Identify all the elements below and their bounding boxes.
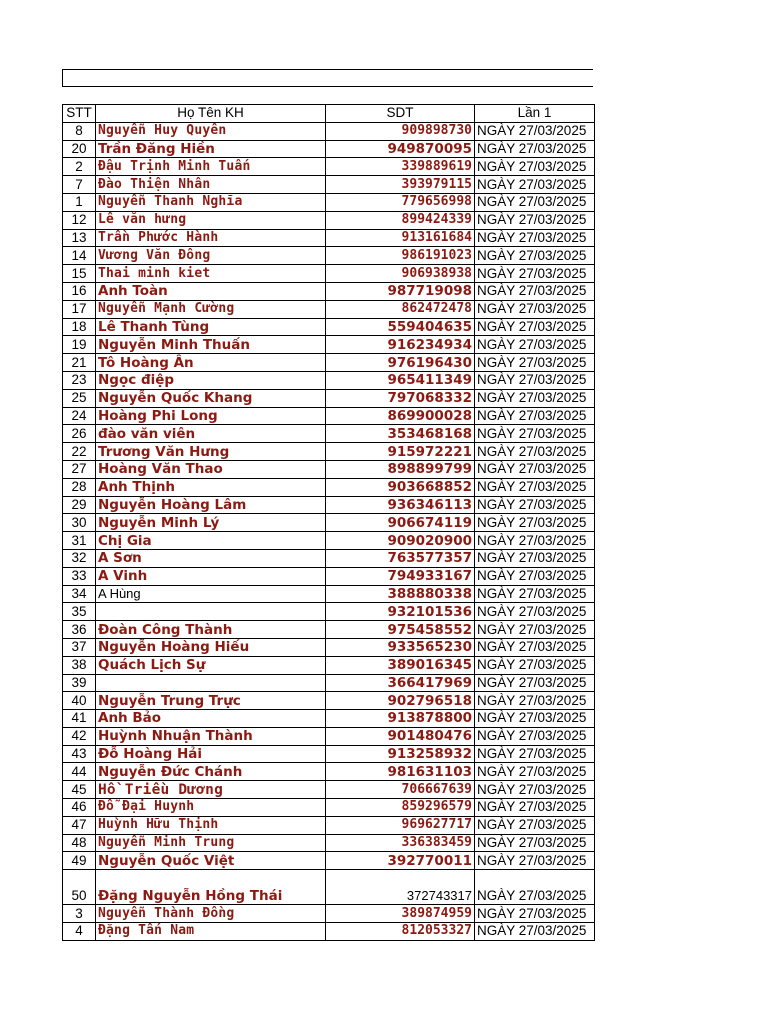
row-customer-name: Nguyễn Hoàng Hiếu (96, 638, 326, 656)
row-lan-1: NGÀY 27/03/2025 (475, 211, 595, 229)
table-row (63, 710, 595, 728)
row-phone: 763577357 (326, 549, 475, 567)
row-phone: 975458552 (326, 621, 475, 639)
table-row (63, 247, 595, 265)
row-lan-1: NGÀY 27/03/2025 (475, 816, 595, 834)
row-customer-name: A Sơn (96, 549, 326, 567)
row-phone: 913258932 (326, 745, 475, 763)
row-stt: 17 (63, 300, 96, 318)
table-row (63, 425, 595, 443)
table-row (63, 549, 595, 567)
row-phone: 976196430 (326, 354, 475, 372)
row-phone: 859296579 (326, 799, 475, 817)
row-customer-name: Anh Toàn (96, 282, 326, 300)
table-row (63, 621, 595, 639)
row-stt: 21 (63, 354, 96, 372)
row-customer-name: Huỳnh Hữu Thịnh (96, 816, 326, 834)
row-lan-1: NGÀY 27/03/2025 (475, 656, 595, 674)
table-row (63, 460, 595, 478)
row-stt: 31 (63, 532, 96, 550)
row-customer-name (96, 674, 326, 692)
row-customer-name (96, 603, 326, 621)
table-row (63, 852, 595, 870)
table-row (63, 603, 595, 621)
row-lan-1: NGÀY 27/03/2025 (475, 158, 595, 176)
row-lan-1: NGÀY 27/03/2025 (475, 514, 595, 532)
row-phone: 389016345 (326, 656, 475, 674)
row-phone: 936346113 (326, 496, 475, 514)
table-row (63, 656, 595, 674)
row-stt: 34 (63, 585, 96, 603)
row-lan-1: NGÀY 27/03/2025 (475, 354, 595, 372)
row-phone: 932101536 (326, 603, 475, 621)
row-lan-1: NGÀY 27/03/2025 (475, 638, 595, 656)
customer-table (62, 104, 595, 941)
row-lan-1: NGÀY 27/03/2025 (475, 122, 595, 140)
row-customer-name: Nguyễn Minh Trung (96, 834, 326, 852)
row-lan-1: NGÀY 27/03/2025 (475, 300, 595, 318)
row-customer-name: Anh Thịnh (96, 478, 326, 496)
row-phone: 913878800 (326, 710, 475, 728)
row-lan-1: NGÀY 27/03/2025 (475, 478, 595, 496)
row-lan-1: NGÀY 27/03/2025 (475, 852, 595, 870)
row-customer-name: Nguyễn Trung Trực (96, 692, 326, 710)
row-lan-1: NGÀY 27/03/2025 (475, 799, 595, 817)
table-row (63, 674, 595, 692)
row-phone: 981631103 (326, 763, 475, 781)
row-lan-1: NGÀY 27/03/2025 (475, 425, 595, 443)
row-stt: 48 (63, 834, 96, 852)
row-stt: 1 (63, 193, 96, 211)
row-stt: 23 (63, 371, 96, 389)
row-phone: 899424339 (326, 211, 475, 229)
table-row (63, 923, 595, 941)
table-row (63, 211, 595, 229)
row-customer-name: Ngọc điệp (96, 371, 326, 389)
row-lan-1: NGÀY 27/03/2025 (475, 567, 595, 585)
table-row (63, 816, 595, 834)
row-phone: 372743317 (326, 870, 475, 905)
row-phone: 906938938 (326, 265, 475, 283)
row-stt: 24 (63, 407, 96, 425)
row-lan-1: NGÀY 27/03/2025 (475, 229, 595, 247)
row-stt: 39 (63, 674, 96, 692)
row-stt: 33 (63, 567, 96, 585)
header-stt: STT (63, 105, 96, 123)
table-row (63, 781, 595, 799)
header-row (63, 105, 595, 123)
row-phone: 902796518 (326, 692, 475, 710)
row-phone: 965411349 (326, 371, 475, 389)
table-row (63, 905, 595, 923)
table-row (63, 176, 595, 194)
row-customer-name: Đặng Tấn Nam (96, 923, 326, 941)
row-stt: 38 (63, 656, 96, 674)
row-lan-1: NGÀY 27/03/2025 (475, 318, 595, 336)
table-row (63, 282, 595, 300)
row-stt: 42 (63, 727, 96, 745)
row-stt: 25 (63, 389, 96, 407)
row-customer-name: Đào Thiện Nhân (96, 176, 326, 194)
row-customer-name: Đậu Trịnh Minh Tuấn (96, 158, 326, 176)
row-customer-name: Vương Văn Đông (96, 247, 326, 265)
row-lan-1: NGÀY 27/03/2025 (475, 176, 595, 194)
header-lan: Lần 1 (475, 105, 595, 123)
row-lan-1: NGÀY 27/03/2025 (475, 905, 595, 923)
row-customer-name: Đỗ Hoàng Hải (96, 745, 326, 763)
row-customer-name: Nguyễn Minh Lý (96, 514, 326, 532)
row-lan-1: NGÀY 27/03/2025 (475, 585, 595, 603)
row-phone: 559404635 (326, 318, 475, 336)
row-stt: 44 (63, 763, 96, 781)
row-stt: 4 (63, 923, 96, 941)
row-stt: 12 (63, 211, 96, 229)
row-phone: 812053327 (326, 923, 475, 941)
row-phone: 366417969 (326, 674, 475, 692)
table-row (63, 443, 595, 461)
row-phone: 393979115 (326, 176, 475, 194)
table-row (63, 478, 595, 496)
table-row (63, 638, 595, 656)
row-stt: 7 (63, 176, 96, 194)
row-customer-name: Nguyễn Thanh Nghĩa (96, 193, 326, 211)
row-phone: 794933167 (326, 567, 475, 585)
row-lan-1: NGÀY 27/03/2025 (475, 407, 595, 425)
row-phone: 353468168 (326, 425, 475, 443)
row-customer-name: đào văn viên (96, 425, 326, 443)
table-row (63, 514, 595, 532)
row-phone: 869900028 (326, 407, 475, 425)
row-customer-name: Nguyễn Quốc Việt (96, 852, 326, 870)
row-stt: 18 (63, 318, 96, 336)
row-lan-1: NGÀY 27/03/2025 (475, 603, 595, 621)
row-lan-1: NGÀY 27/03/2025 (475, 549, 595, 567)
row-customer-name: Trần Đăng Hiền (96, 140, 326, 158)
row-phone: 862472478 (326, 300, 475, 318)
row-phone: 913161684 (326, 229, 475, 247)
table-row (63, 585, 595, 603)
row-customer-name: Anh Bảo (96, 710, 326, 728)
table-row (63, 870, 595, 905)
row-stt: 49 (63, 852, 96, 870)
row-phone: 389874959 (326, 905, 475, 923)
row-customer-name: Đỗ Đại Huynh (96, 799, 326, 817)
row-phone: 933565230 (326, 638, 475, 656)
table-row (63, 799, 595, 817)
row-lan-1: NGÀY 27/03/2025 (475, 674, 595, 692)
row-phone: 898899799 (326, 460, 475, 478)
row-lan-1: NGÀY 27/03/2025 (475, 621, 595, 639)
header-phone: SDT (326, 105, 475, 123)
table-row (63, 371, 595, 389)
row-phone: 909898730 (326, 122, 475, 140)
table-row (63, 122, 595, 140)
row-stt: 19 (63, 336, 96, 354)
table-row (63, 532, 595, 550)
row-customer-name: Trần Phước Hành (96, 229, 326, 247)
row-customer-name: Tô Hoàng Ân (96, 354, 326, 372)
row-customer-name: Hoàng Văn Thao (96, 460, 326, 478)
row-stt: 3 (63, 905, 96, 923)
row-customer-name: Hoàng Phi Long (96, 407, 326, 425)
row-phone: 916234934 (326, 336, 475, 354)
row-customer-name: Chị Gia (96, 532, 326, 550)
row-lan-1: NGÀY 27/03/2025 (475, 727, 595, 745)
table-row (63, 727, 595, 745)
row-phone: 901480476 (326, 727, 475, 745)
row-stt: 36 (63, 621, 96, 639)
row-stt: 30 (63, 514, 96, 532)
row-stt: 47 (63, 816, 96, 834)
row-customer-name: Nguyễn Minh Thuấn (96, 336, 326, 354)
row-phone: 388880338 (326, 585, 475, 603)
row-phone: 909020900 (326, 532, 475, 550)
row-customer-name: Nguyễn Quốc Khang (96, 389, 326, 407)
table-row (63, 692, 595, 710)
row-lan-1: NGÀY 27/03/2025 (475, 923, 595, 941)
table-row (63, 389, 595, 407)
table-row (63, 318, 595, 336)
row-lan-1: NGÀY 27/03/2025 (475, 282, 595, 300)
row-lan-1: NGÀY 27/03/2025 (475, 247, 595, 265)
row-lan-1: NGÀY 27/03/2025 (475, 140, 595, 158)
row-lan-1: NGÀY 27/03/2025 (475, 389, 595, 407)
row-lan-1: NGÀY 27/03/2025 (475, 781, 595, 799)
table-row (63, 265, 595, 283)
row-customer-name: Thai minh kiet (96, 265, 326, 283)
row-customer-name: Nguyễn Mạnh Cường (96, 300, 326, 318)
row-stt: 22 (63, 443, 96, 461)
header-name: Họ Tên KH (96, 105, 326, 123)
row-stt: 16 (63, 282, 96, 300)
row-lan-1: NGÀY 27/03/2025 (475, 870, 595, 905)
row-lan-1: NGÀY 27/03/2025 (475, 443, 595, 461)
table-row (63, 336, 595, 354)
row-phone: 903668852 (326, 478, 475, 496)
row-customer-name: A Hùng (96, 585, 326, 603)
row-customer-name: Trương Văn Hưng (96, 443, 326, 461)
row-customer-name: Nguyễn Huy Quyên (96, 122, 326, 140)
row-customer-name: Nguyễn Đức Chánh (96, 763, 326, 781)
row-phone: 339889619 (326, 158, 475, 176)
row-stt: 8 (63, 122, 96, 140)
row-customer-name: Hồ Triều Dương (96, 781, 326, 799)
row-stt: 14 (63, 247, 96, 265)
row-phone: 779656998 (326, 193, 475, 211)
row-customer-name: A Vinh (96, 567, 326, 585)
row-lan-1: NGÀY 27/03/2025 (475, 692, 595, 710)
row-stt: 27 (63, 460, 96, 478)
row-phone: 915972221 (326, 443, 475, 461)
row-lan-1: NGÀY 27/03/2025 (475, 193, 595, 211)
row-stt: 2 (63, 158, 96, 176)
row-phone: 906674119 (326, 514, 475, 532)
row-customer-name: Đặng Nguyễn Hồng Thái (96, 870, 326, 905)
table-row (63, 158, 595, 176)
row-phone: 987719098 (326, 282, 475, 300)
row-lan-1: NGÀY 27/03/2025 (475, 336, 595, 354)
row-customer-name: Nguyễn Thành Đồng (96, 905, 326, 923)
row-customer-name: Nguyễn Hoàng Lâm (96, 496, 326, 514)
table-row (63, 300, 595, 318)
row-phone: 986191023 (326, 247, 475, 265)
row-stt: 29 (63, 496, 96, 514)
row-lan-1: NGÀY 27/03/2025 (475, 710, 595, 728)
table-row (63, 140, 595, 158)
row-stt: 35 (63, 603, 96, 621)
row-stt: 32 (63, 549, 96, 567)
row-phone: 336383459 (326, 834, 475, 852)
row-lan-1: NGÀY 27/03/2025 (475, 763, 595, 781)
row-phone: 949870095 (326, 140, 475, 158)
row-lan-1: NGÀY 27/03/2025 (475, 532, 595, 550)
row-lan-1: NGÀY 27/03/2025 (475, 834, 595, 852)
row-stt: 46 (63, 799, 96, 817)
sheet-title-row (62, 69, 593, 87)
row-phone: 392770011 (326, 852, 475, 870)
table-row (63, 407, 595, 425)
row-stt: 28 (63, 478, 96, 496)
row-stt: 43 (63, 745, 96, 763)
row-stt: 20 (63, 140, 96, 158)
row-stt: 13 (63, 229, 96, 247)
table-row (63, 763, 595, 781)
row-lan-1: NGÀY 27/03/2025 (475, 745, 595, 763)
table-row (63, 229, 595, 247)
table-row (63, 354, 595, 372)
row-customer-name: Huỳnh Nhuận Thành (96, 727, 326, 745)
row-stt: 40 (63, 692, 96, 710)
row-customer-name: Quách Lịch Sự (96, 656, 326, 674)
table-row (63, 567, 595, 585)
row-lan-1: NGÀY 27/03/2025 (475, 371, 595, 389)
row-stt: 15 (63, 265, 96, 283)
row-phone: 797068332 (326, 389, 475, 407)
row-phone: 969627717 (326, 816, 475, 834)
table-row (63, 745, 595, 763)
table-row (63, 496, 595, 514)
row-stt: 41 (63, 710, 96, 728)
row-stt: 45 (63, 781, 96, 799)
row-stt: 50 (63, 870, 96, 905)
row-stt: 37 (63, 638, 96, 656)
row-customer-name: Lê văn hưng (96, 211, 326, 229)
row-stt: 26 (63, 425, 96, 443)
row-lan-1: NGÀY 27/03/2025 (475, 460, 595, 478)
row-phone: 706667639 (326, 781, 475, 799)
row-lan-1: NGÀY 27/03/2025 (475, 265, 595, 283)
row-customer-name: Đoàn Công Thành (96, 621, 326, 639)
row-lan-1: NGÀY 27/03/2025 (475, 496, 595, 514)
row-customer-name: Lê Thanh Tùng (96, 318, 326, 336)
table-body (63, 122, 595, 940)
table-row (63, 834, 595, 852)
table-row (63, 193, 595, 211)
